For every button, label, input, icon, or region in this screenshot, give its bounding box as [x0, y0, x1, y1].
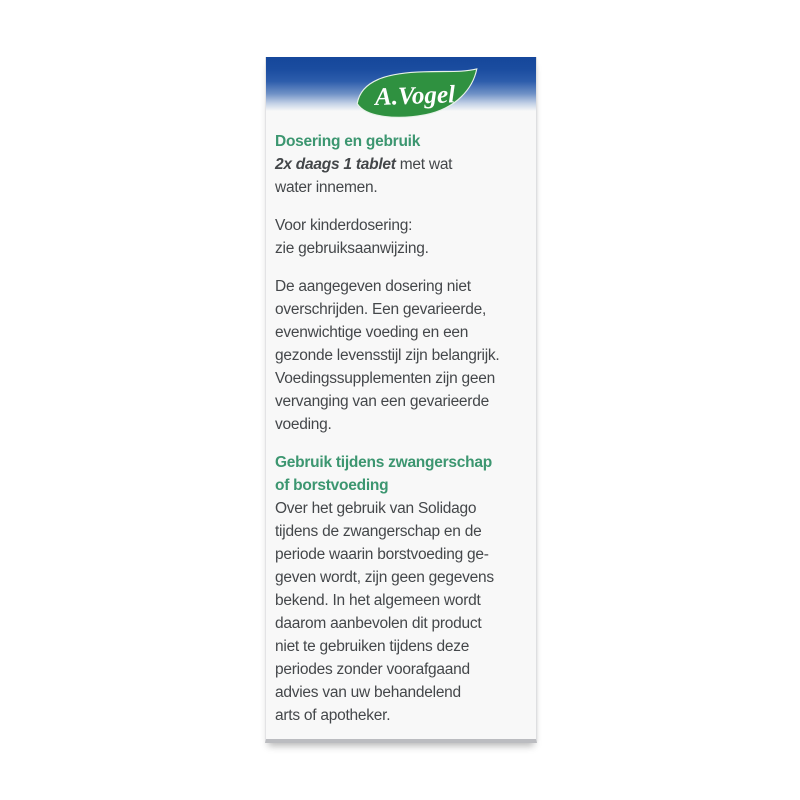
text-line: gezonde levensstijl zijn belangrijk. [275, 347, 500, 364]
brand-name: A.Vogel [374, 81, 456, 112]
dosering-heading: Dosering en gebruik [275, 133, 421, 150]
text-line: Voedingssupplementen zijn geen [275, 370, 496, 387]
dose-rest: met wat [395, 156, 453, 173]
text-line: geven wordt, zijn geen gegevens [275, 569, 494, 586]
package-panel [265, 57, 537, 743]
text-line: water innemen. [275, 179, 378, 196]
text-line: arts of apotheker. [275, 707, 391, 724]
section-dosering [275, 130, 536, 199]
section-zwangerschap [275, 451, 536, 727]
text-line: Voor kinderdosering: [275, 217, 413, 234]
text-line: De aangegeven dosering niet [275, 278, 471, 295]
text-line: niet te gebruiken tijdens deze [275, 638, 470, 655]
text-line: periodes zonder voorafgaand [275, 661, 470, 678]
dose-amount: 2x daags 1 tablet [275, 156, 396, 173]
section-kinderdosering [275, 214, 536, 260]
text-line: bekend. In het algemeen wordt [275, 592, 481, 609]
text-line: voeding. [275, 416, 332, 433]
section-warning [275, 275, 536, 436]
text-line: evenwichtige voeding en een [275, 324, 469, 341]
panel-text [275, 130, 536, 727]
text-line: periode waarin borstvoeding ge- [275, 546, 489, 563]
text-line: tijdens de zwangerschap en de [275, 523, 482, 540]
avogel-logo [354, 67, 480, 121]
text-line: overschrijden. Een gevarieerde, [275, 301, 487, 318]
zwangerschap-heading-line: Gebruik tijdens zwangerschap [275, 454, 492, 471]
text-line: Over het gebruik van Solidago [275, 500, 477, 517]
text-line [275, 153, 536, 176]
text-line: daarom aanbevolen dit product [275, 615, 482, 632]
zwangerschap-heading-line: of borstvoeding [275, 477, 389, 494]
text-line: zie gebruiksaanwijzing. [275, 240, 429, 257]
text-line: advies van uw behandelend [275, 684, 461, 701]
text-line: vervanging van een gevarieerde [275, 393, 489, 410]
